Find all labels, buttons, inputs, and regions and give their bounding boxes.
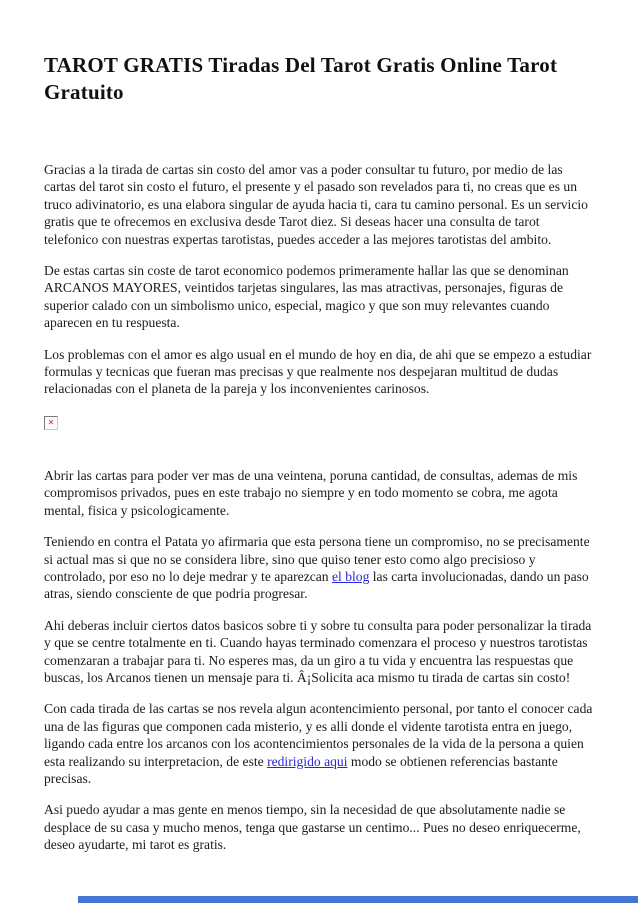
page-title: TAROT GRATIS Tiradas Del Tarot Gratis Online Tarot Gratuito	[44, 53, 558, 104]
paragraph-intro: Gracias a la tirada de cartas sin costo del amor vas a poder consultar tu futuro, por medio de las cartas del tarot sin costo el futuro, el presente y el pasado son revelados para ti, no creas que es un truco adivinatorio, es una elabora singular de ayuda hacia ti, cara tu camino personal. Es un servicio gratis que te ofrecemos en exclusiva desde Tarot diez. Si deseas hacer una consulta de tarot telefonico con nuestras expertas tarotistas, puedes acceder a las mejores tarotistas del ambito.	[44, 162, 588, 247]
red-x-icon: ✕	[47, 417, 55, 427]
horizontal-scrollbar[interactable]	[78, 896, 638, 903]
broken-image-placeholder	[44, 412, 594, 427]
paragraph-teniendo-contra	[44, 533, 594, 603]
link-el-blog[interactable]: el blog	[331, 568, 370, 584]
paragraph-datos-basicos: Ahi deberas incluir ciertos datos basicos sobre ti y sobre tu consulta para poder personalizar la tirada y que se centre totalmente en ti. Cuando hayas terminado comenzara el proceso y nuestros tarotistas comenzaran a trabajar para ti. No esperes mas, da un giro a tu vida y encuentra las respuestas que buscas, los Arcanos tienen un mensaje para ti. Â¡Solicita aca mismo tu tirada de cartas sin costo!	[44, 617, 592, 685]
paragraph-cierre: Asi puedo ayudar a mas gente en menos tiempo, sin la necesidad de que absolutamente nadie se desplace de su casa y mucho menos, tenga que gastarse un centimo... Pues no deseo enriquecerme, deseo ayudarte, mi tarot es gratis.	[44, 802, 581, 853]
paragraph-text: modo se obtienen referencias bastante precisas.	[44, 753, 558, 786]
paragraph-text: las carta involucionadas, dando un paso atras, siendo consciente de que podria progresar.	[44, 568, 589, 602]
paragraph-con-cada-tirada	[44, 700, 594, 787]
broken-image-icon	[44, 416, 58, 430]
paragraph-text: Teniendo en contra el Patata yo afirmaria que esta persona tiene un compromiso, no se precisamente si actual mas si que no se considera libre, sino que quiso tener esto como algo precisioso y controlado, por eso no lo deje medrar y te aparezcan	[44, 534, 590, 584]
paragraph-arcanos: De estas cartas sin coste de tarot economico podemos primeramente hallar las que se denominan ARCANOS MAYORES, veintidos tarjetas singulares, las mas atractivas, personajes, figuras de superior calado con un simbolismo unico, especial, magico y que son muy relevantes cuando aparecen en tu respuesta.	[44, 263, 569, 331]
paragraph-abrir-cartas: Abrir las cartas para poder ver mas de una veintena, poruna cantidad, de consultas, ademas de mis compromisos privados, pues en este trabajo no siempre y en todo momento se cobra, me agota mental, fisica y psicologicamente.	[44, 467, 578, 518]
link-redirigido-aqui[interactable]: redirigido aqui	[267, 753, 348, 769]
paragraph-problemas-amor: Los problemas con el amor es algo usual en el mundo de hoy en dia, de ahi que se empezo a estudiar formulas y tecnicas que fueran mas precisas y que realmente nos despejaran multitud de dudas relacionadas con el planeta de la pareja y los inconvenientes carinosos.	[44, 346, 592, 397]
paragraph-text: Con cada tirada de las cartas se nos revela algun acontencimiento personal, por tanto el conocer cada una de las figuras que componen cada misterio, y es alli donde el vidente tarotista entra en juego, ligando cada entre los arcanos con los acontencimientos personales de la vida de la persona a quien esta realizando su interpretacion, de este	[44, 701, 593, 769]
